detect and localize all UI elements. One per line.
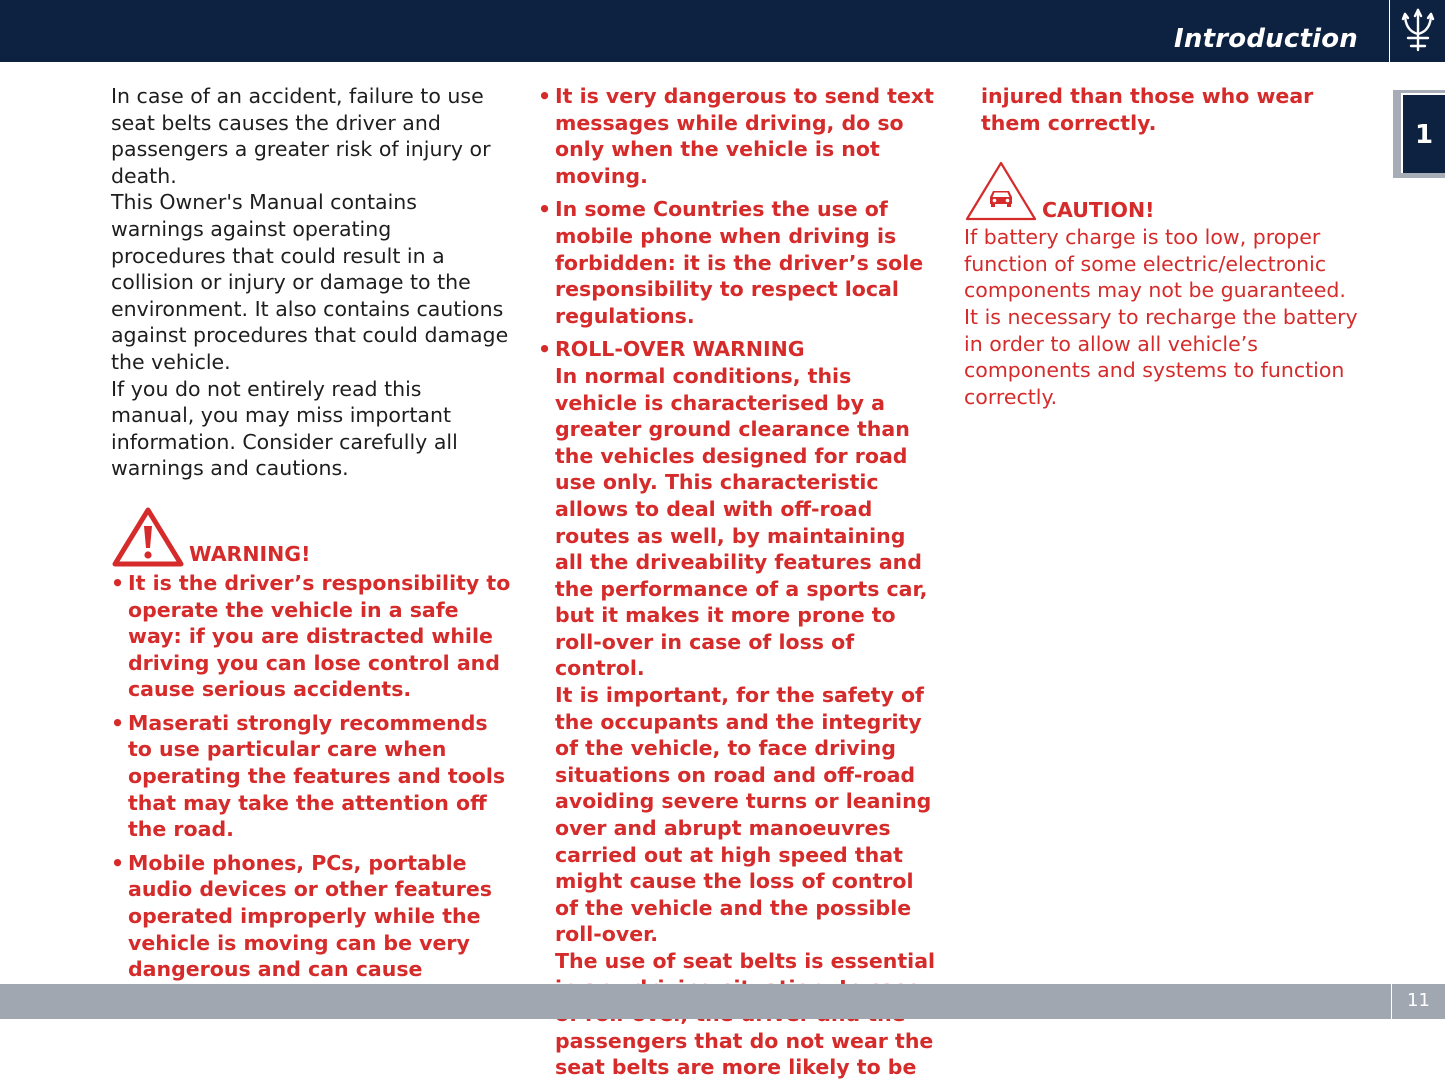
warning-label: WARNING!: [189, 541, 311, 566]
rollover-paragraph-1: In normal conditions, this vehicle is characterised by a greater ground clearance than the vehicles designed for road use only. This characteristic allows to deal with off-road routes as well, by maintaining all the driveability features and the performance of a sports car, but it makes it more prone to roll-over in case of loss of control.: [555, 363, 928, 681]
warning-item-2: • Maserati strongly recommends to use particular care when operating the features and tools that may take the attention off the road.: [111, 710, 511, 843]
rollover-title: ROLL-OVER WARNING: [555, 337, 805, 362]
page-number: 11: [1391, 984, 1445, 1019]
warning-list-continued: [538, 83, 938, 1081]
warning-item-4: • It is very dangerous to send text messages while driving, do so only when the vehicle is not moving.: [538, 83, 938, 189]
trident-logo-icon: [1400, 6, 1436, 56]
car-caution-triangle-icon: [964, 160, 1038, 222]
warning-heading: [111, 506, 511, 570]
column-1: [111, 83, 511, 1016]
intro-paragraph-1: In case of an accident, failure to use seat belts causes the driver and passengers a greater risk of injury or death.: [111, 84, 491, 188]
warning-item-1: • It is the driver’s responsibility to operate the vehicle in a safe way: if you are distracted while driving you can lose control and cause serious accidents.: [111, 570, 511, 703]
warning-list: [111, 570, 511, 1010]
caution-label: CAUTION!: [1042, 198, 1155, 223]
logo-box: [1389, 0, 1445, 62]
warning-item-5: • In some Countries the use of mobile phone when driving is forbidden: it is the driver’s sole responsibility to respect local regulations.: [538, 196, 938, 329]
rollover-item: [538, 336, 938, 1081]
column-2: [538, 83, 938, 1088]
caution-text: If battery charge is too low, proper function of some electric/electronic components may not be guaranteed. It is necessary to recharge the battery in order to allow all vehicle’s components and systems to function correctly.: [964, 225, 1358, 409]
intro-paragraph-2: This Owner's Manual contains warnings against operating procedures that could result in a collision or injury or damage to the environment. It also contains cautions against procedures that could damage the vehicle.: [111, 190, 509, 374]
chapter-tab[interactable]: [1393, 90, 1445, 178]
caution-heading: [964, 160, 1364, 222]
warning-item-3: • Mobile phones, PCs, portable audio devices or other features operated improperly while the vehicle is moving can be very dangerous and can cause: [111, 850, 511, 1010]
section-title: Introduction: [1174, 24, 1358, 54]
intro-paragraph-3: If you do not entirely read this manual, you may miss important information. Consider carefully all warnings and cautions.: [111, 376, 458, 481]
rollover-paragraph-3: The use of seat belts is essential passengers that do not wear the seat belts are more likely to be: [555, 949, 936, 1080]
rollover-paragraph-2: It is important, for the safety of the occupants and the integrity of the vehicle, to face driving situations on road and off-road avoiding severe turns or leaning over and abrupt manoeuvres carried out at high speed that might cause the loss of control of the vehicle and the possible roll-over.: [555, 683, 932, 947]
warning-triangle-icon: [111, 506, 185, 568]
header-bar: [0, 0, 1445, 62]
column-3: [964, 83, 1364, 410]
footer-bar: [0, 984, 1445, 1019]
chapter-number: 1: [1401, 93, 1445, 173]
rollover-continued-text: injured than those who wear them correctly.: [981, 84, 1314, 135]
